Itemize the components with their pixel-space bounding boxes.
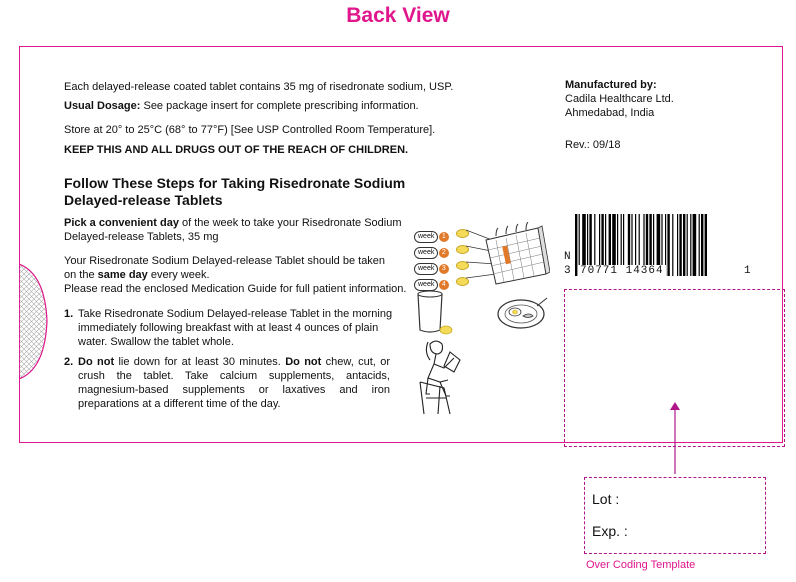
usual-dosage-text: See package insert for complete prescribing information. xyxy=(140,100,419,112)
usual-dosage xyxy=(64,99,419,113)
warning-line: KEEP THIS AND ALL DRUGS OUT OF THE REACH OF CHILDREN. xyxy=(64,144,409,156)
person-reading-icon xyxy=(414,338,466,416)
exp-label: Exp. : xyxy=(592,523,628,539)
step-number: 1. xyxy=(64,308,74,320)
lot-label: Lot : xyxy=(592,491,620,507)
steps-heading-line1: Follow These Steps for Taking Risedronate Sodium xyxy=(64,175,406,191)
tuck-notch xyxy=(19,264,49,379)
usual-dosage-label: Usual Dosage: xyxy=(64,100,141,112)
calendar-icon xyxy=(466,222,550,292)
pick-day-bold: Pick a convenient day xyxy=(64,217,179,229)
week-row-4: week 4 xyxy=(414,273,469,291)
step-number: 2. xyxy=(64,356,74,368)
same-day-paragraph xyxy=(64,254,414,296)
barcode-left-digit: N xyxy=(564,251,572,263)
pick-day-paragraph xyxy=(64,216,409,244)
step-text: Take Risedronate Sodium Delayed-release Tablet in the morning immediately following breakfast with at least 4 ounces of plain water. Swallow the tablet whole. xyxy=(78,308,393,348)
pick-day-rest1: of the week to take your Risedronate Sodium xyxy=(178,217,402,229)
barcode-left-digit-2: 3 xyxy=(564,265,572,277)
manufacturer-city: Ahmedabad, India xyxy=(565,107,655,119)
same-day-line1: Your Risedronate Sodium Delayed-release Tablet should be taken xyxy=(64,255,386,267)
barcode-digits: 70771 14364 xyxy=(580,265,664,277)
week-row-3: week 3 xyxy=(414,257,469,275)
step-2 xyxy=(64,355,390,411)
manufacturer-company: Cadila Healthcare Ltd. xyxy=(565,93,674,105)
week-row-2: week 2 xyxy=(414,241,469,259)
arrow-up-icon xyxy=(668,400,682,475)
page-title: Back View xyxy=(346,4,450,27)
step-text: Do not lie down for at least 30 minutes. Do not chew, cut, or crush the tablet. Take calcium supplements, antacids, magnesium-based supplements or laxatives and iron preparations at a different time of the day. xyxy=(78,356,390,410)
barcode-right-digit: 1 xyxy=(744,265,752,277)
pick-day-rest2: Delayed-release Tablets, 35 mg xyxy=(64,231,219,243)
overcoding-template-label: Over Coding Template xyxy=(586,559,696,571)
medication-guide-line: Please read the enclosed Medication Guide for full patient information. xyxy=(64,283,407,295)
breakfast-plate-icon xyxy=(497,296,549,332)
manufacturer-block xyxy=(565,78,674,120)
manufacturer-label: Manufactured by: xyxy=(565,79,657,91)
revision-text: Rev.: 09/18 xyxy=(565,139,621,151)
same-day-line2: on the same day every week. xyxy=(64,269,210,281)
week-row-1: week 1 xyxy=(414,225,469,243)
lot-exp-box xyxy=(584,477,766,554)
steps-heading-line2: Delayed-release Tablets xyxy=(64,192,223,208)
step-1 xyxy=(64,307,394,349)
contents-line: Each delayed-release coated tablet contains 35 mg of risedronate sodium, USP. xyxy=(64,81,454,93)
storage-line: Store at 20° to 25°C (68° to 77°F) [See USP Controlled Room Temperature]. xyxy=(64,124,436,136)
water-glass-icon xyxy=(414,290,454,336)
steps-heading xyxy=(64,175,405,209)
